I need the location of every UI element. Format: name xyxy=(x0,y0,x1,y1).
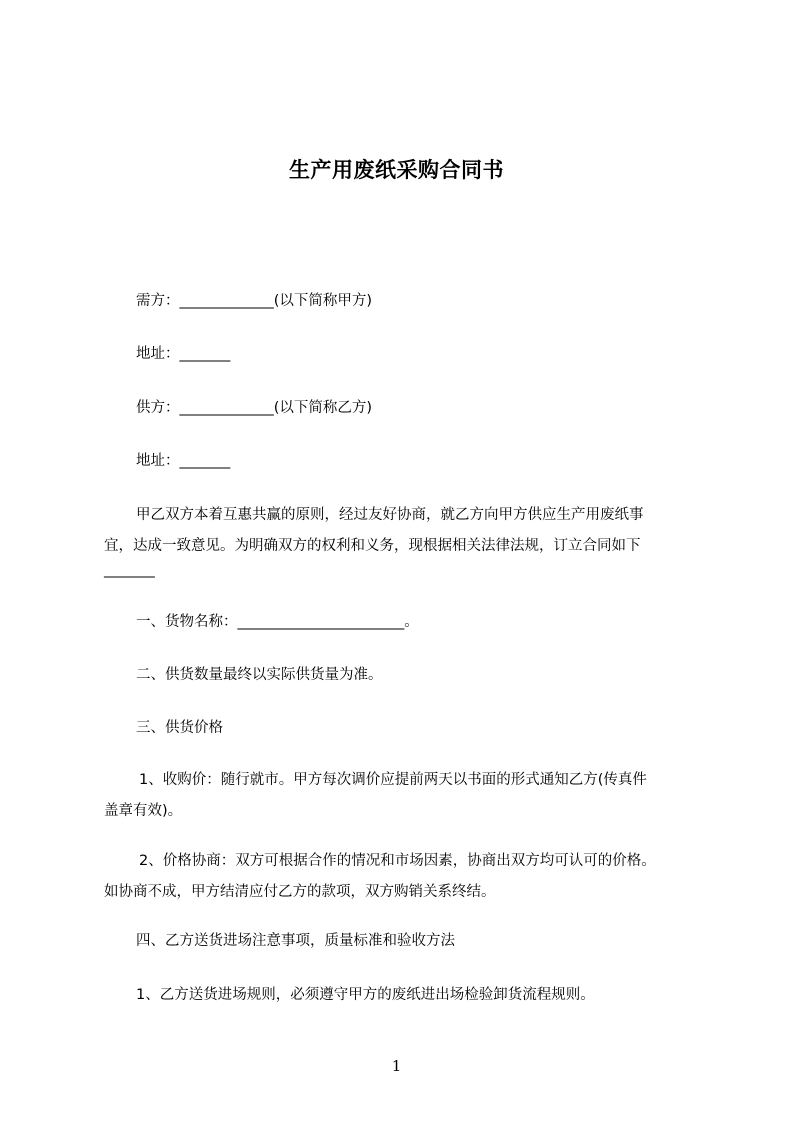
section-goods-name: 一、货物名称：_______________________。 xyxy=(136,614,419,630)
page-number: 1 xyxy=(391,1057,402,1075)
price-term-2-line-1: 2、价格协商：双方可根据合作的情况和市场因素，协商出双方均可认可的价格。 xyxy=(139,853,656,869)
section-supply-quantity: 二、供货数量最终以实际供货量为准。 xyxy=(136,667,383,683)
intro-line-1: 甲乙双方本着互惠共赢的原则，经过友好协商，就乙方向甲方供应生产用废纸事 xyxy=(136,507,644,523)
section-supply-price: 三、供货价格 xyxy=(136,720,223,736)
price-term-2-line-2: 如协商不成，甲方结清应付乙方的款项，双方购销关系终结。 xyxy=(104,884,496,900)
delivery-rule-1: 1、乙方送货进场规则，必须遵守甲方的废纸进出场检验卸货流程规则。 xyxy=(136,987,595,1003)
intro-line-2: 宜，达成一致意见。为明确双方的权利和义务，现根据相关法律法规，订立合同如下 xyxy=(104,538,641,554)
price-term-1-line-1: 1、收购价：随行就市。甲方每次调价应提前两天以书面的形式通知乙方(传真件 xyxy=(139,772,647,788)
document-title: 生产用废纸采购合同书 xyxy=(289,158,504,183)
party-b-address-line: 地址：_______ xyxy=(136,453,231,469)
intro-line-3: _______ xyxy=(104,562,155,578)
party-a-line: 需方：_____________(以下简称甲方) xyxy=(136,293,373,309)
section-delivery-quality: 四、乙方送货进场注意事项，质量标准和验收方法 xyxy=(136,933,455,949)
party-b-line: 供方：_____________(以下简称乙方) xyxy=(136,400,373,416)
price-term-1-line-2: 盖章有效)。 xyxy=(104,803,183,819)
party-a-address-line: 地址：_______ xyxy=(136,346,231,362)
